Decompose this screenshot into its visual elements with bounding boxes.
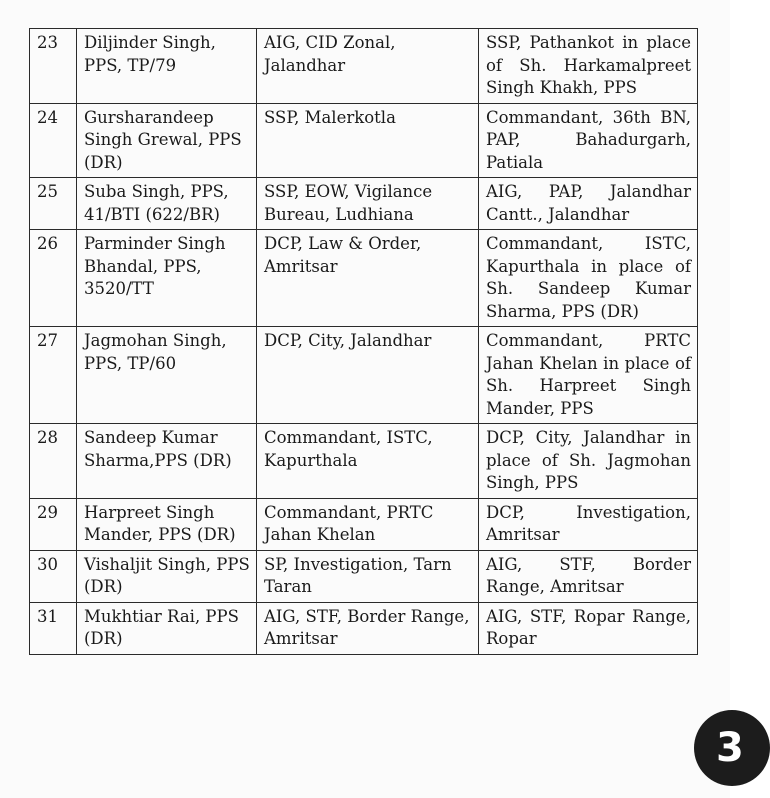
serial-number: 24: [30, 103, 77, 178]
officer-name: Harpreet Singh Mander, PPS (DR): [77, 498, 257, 550]
new-posting: Commandant, ISTC, Kapurthala in place of Sh. Sandeep Kumar Sharma, PPS (DR): [479, 230, 698, 327]
current-posting: Commandant, PRTC Jahan Khelan: [257, 498, 479, 550]
officer-name: Jagmohan Singh, PPS, TP/60: [77, 327, 257, 424]
new-posting: AIG, PAP, Jalandhar Cantt., Jalandhar: [479, 178, 698, 230]
officer-name: Vishaljit Singh, PPS (DR): [77, 550, 257, 602]
current-posting: SSP, EOW, Vigilance Bureau, Ludhiana: [257, 178, 479, 230]
officer-name: Mukhtiar Rai, PPS (DR): [77, 602, 257, 654]
officer-name: Parminder Singh Bhandal, PPS, 3520/TT: [77, 230, 257, 327]
table-row: [30, 327, 698, 424]
current-posting: DCP, City, Jalandhar: [257, 327, 479, 424]
table-row: [30, 29, 698, 104]
current-posting: SP, Investigation, Tarn Taran: [257, 550, 479, 602]
officer-name: Suba Singh, PPS, 41/BTI (622/BR): [77, 178, 257, 230]
serial-number: 27: [30, 327, 77, 424]
serial-number: 31: [30, 602, 77, 654]
serial-number: 30: [30, 550, 77, 602]
serial-number: 25: [30, 178, 77, 230]
table-row: [30, 103, 698, 178]
serial-number: 23: [30, 29, 77, 104]
new-posting: AIG, STF, Ropar Range, Ropar: [479, 602, 698, 654]
new-posting: Commandant, 36th BN, PAP, Bahadurgarh, Patiala: [479, 103, 698, 178]
table-row: [30, 178, 698, 230]
new-posting: DCP, Investigation, Amritsar: [479, 498, 698, 550]
current-posting: SSP, Malerkotla: [257, 103, 479, 178]
officer-name: Diljinder Singh, PPS, TP/79: [77, 29, 257, 104]
serial-number: 28: [30, 424, 77, 499]
current-posting: DCP, Law & Order, Amritsar: [257, 230, 479, 327]
officer-name: Gursharandeep Singh Grewal, PPS (DR): [77, 103, 257, 178]
new-posting: Commandant, PRTC Jahan Khelan in place of Sh. Harpreet Singh Mander, PPS: [479, 327, 698, 424]
current-posting: AIG, STF, Border Range, Amritsar: [257, 602, 479, 654]
current-posting: Commandant, ISTC, Kapurthala: [257, 424, 479, 499]
table-row: [30, 602, 698, 654]
table-row: [30, 424, 698, 499]
new-posting: AIG, STF, Border Range, Amritsar: [479, 550, 698, 602]
serial-number: 26: [30, 230, 77, 327]
table-row: [30, 498, 698, 550]
serial-number: 29: [30, 498, 77, 550]
page-number-badge: 3: [694, 710, 770, 786]
new-posting: SSP, Pathankot in place of Sh. Harkamalpreet Singh Khakh, PPS: [479, 29, 698, 104]
table-row: [30, 550, 698, 602]
new-posting: DCP, City, Jalandhar in place of Sh. Jagmohan Singh, PPS: [479, 424, 698, 499]
transfer-table: [29, 28, 698, 655]
table-row: [30, 230, 698, 327]
current-posting: AIG, CID Zonal, Jalandhar: [257, 29, 479, 104]
officer-name: Sandeep Kumar Sharma,PPS (DR): [77, 424, 257, 499]
